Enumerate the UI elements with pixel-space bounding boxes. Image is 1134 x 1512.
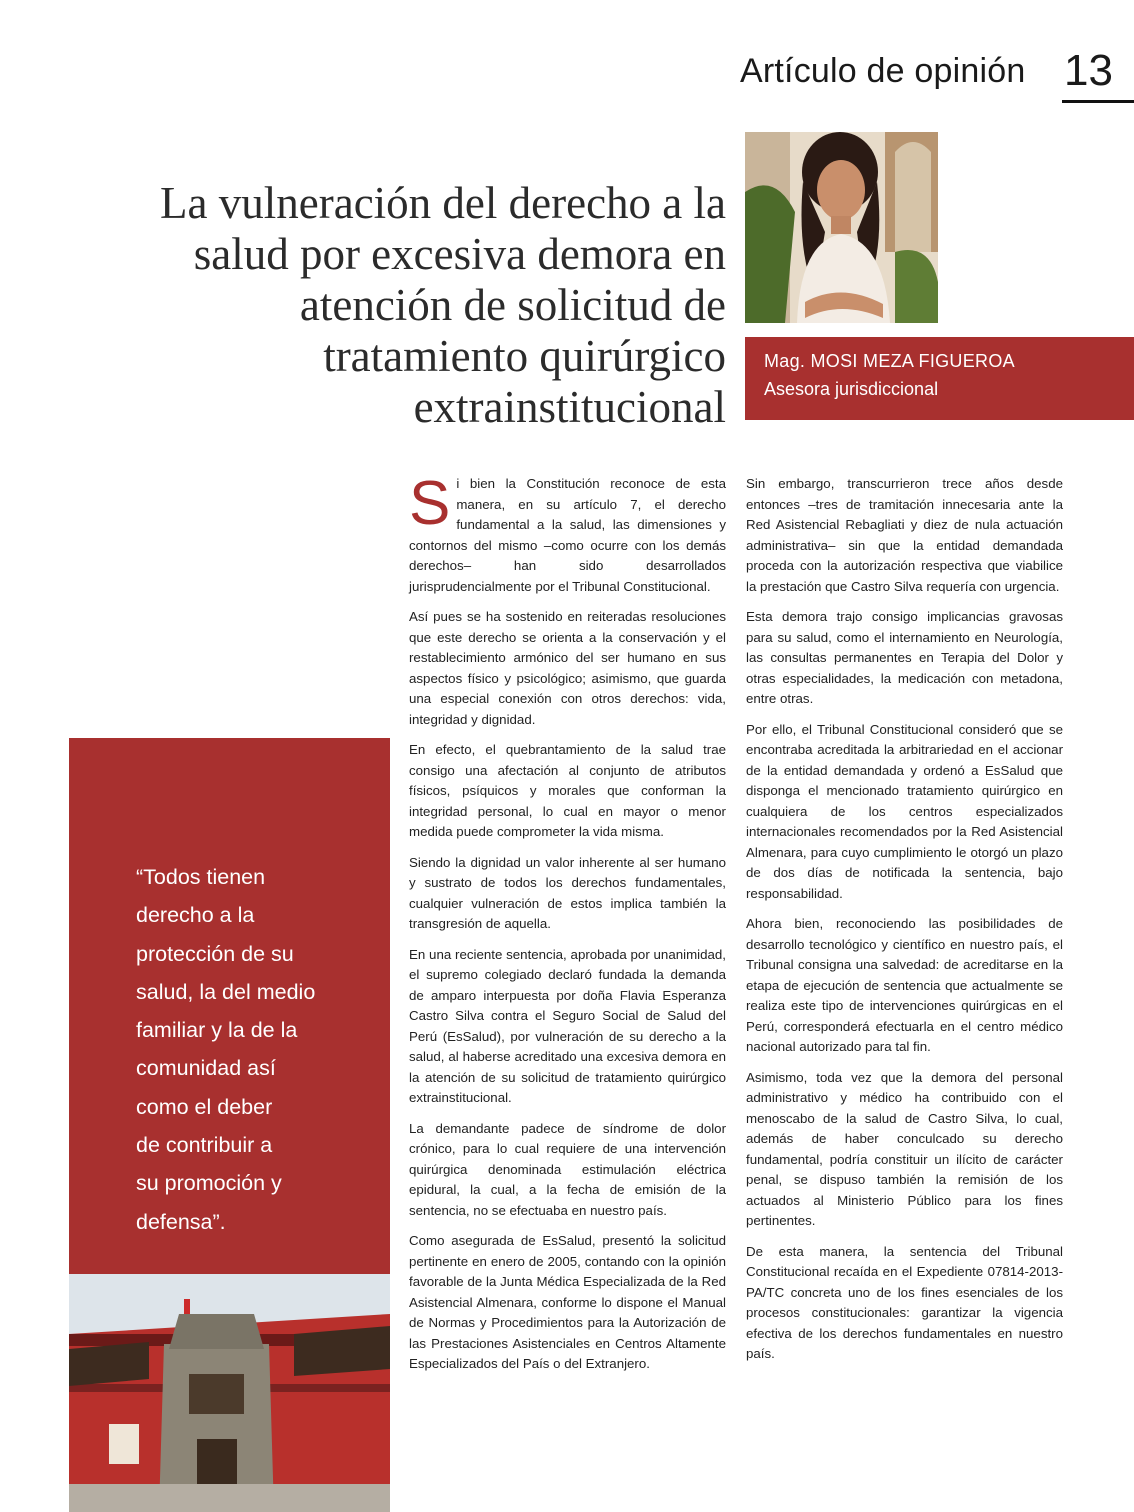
paragraph: Asimismo, toda vez que la demora del personal administrativo y médico ha contribuido con el menoscabo de la salud de Castro Silva, lo cual, además de haber conculcado su derecho fundamental, podría constituir un ilícito de carácter penal, se dispuso también la remisión de los actuados al Ministerio Público para los fines pertinentes. xyxy=(746,1069,1063,1228)
paragraph xyxy=(409,469,726,597)
author-name: Mag. MOSI MEZA FIGUEROA xyxy=(764,351,1015,371)
author-role: Asesora jurisdiccional xyxy=(764,379,939,399)
paragraph: Como asegurada de EsSalud, presentó la solicitud pertinente en enero de 2005, contando con la opinión favorable de la Junta Médica Especializada de la Red Asistencial Almenara, conforme lo dispone el Manual de Normas y Procedimientos para la Autorización de las Prestaciones Asistenciales en Centros Altamente Especializados del País o del Extranjero. xyxy=(409,1233,726,1371)
paragraph: Por ello, el Tribunal Constitucional consideró que se encontraba acreditada la arbitrariedad en el accionar de la entidad demandada y ordenó a EsSalud que disponga el mencionado tratamiento quirúrgico en cualquiera de los centros especializados internacionales recomendados por la Red Asistencial Almenara, para cuyo cumplimiento le otorgó un plazo de dos días de notificada la sentencia, bajo responsabilidad. xyxy=(746,721,1063,901)
paragraph: De esta manera, la sentencia del Tribunal Constitucional recaída en el Expediente 07814-2013-PA/TC concreta uno de los fines esenciales de los procesos constitucionales: garantizar la vigencia efectiva de los derechos fundamentales en nuestro país. xyxy=(746,1243,1063,1361)
page-number: 13 xyxy=(1064,46,1113,95)
paragraph: Esta demora trajo consigo implicancias gravosas para su salud, como el internamiento en Neurología, las consultas permanentes en Terapia del Dolor y otras especialidades, la medicación con metadona, entre otras. xyxy=(746,609,1063,706)
author-photo xyxy=(745,132,938,323)
paragraph: Siendo la dignidad un valor inherente al ser humano y sustrato de todos los derechos fundamentales, cualquier vulneración de estos implica también la transgresión de aquella. xyxy=(409,854,726,931)
article-column-2 xyxy=(746,474,1063,1375)
pull-quote-box xyxy=(69,738,390,1274)
section-title: Artículo de opinión xyxy=(740,52,1026,90)
paragraph-text: i bien la Constitución reconoce de esta manera, en su artículo 7, el derecho fundamental a la salud, las dimensiones y contornos del mismo –como ocurre con los demás derechos– han sido desarrollados jurisprudencialmente por el Tribunal Constitucional. xyxy=(409,476,726,594)
article-column-1 xyxy=(409,469,726,1385)
paragraph: Ahora bien, reconociendo las posibilidades de desarrollo tecnológico y científico en nuestro país, el Tribunal consigna una salvedad: de acreditarse en la etapa de ejecución de sentencia que actualmente se realiza este tipo de intervenciones quirúrgicas en el Perú, corresponderá efectuarla en el centro médico nacional autorizado para tal fin. xyxy=(746,916,1063,1054)
paragraph: En una reciente sentencia, aprobada por unanimidad, el supremo colegiado declaró fundada la demanda de amparo interpuesta por doña Flavia Esperanza Castro Silva contra el Seguro Social de Salud del Perú (EsSalud), por vulneración de su derecho a la salud, al haberse acreditado una excesiva demora en la atención de su solicitud de tratamiento quirúrgico extrainstitucional. xyxy=(409,946,726,1105)
paragraph: Sin embargo, transcurrieron trece años desde entonces –tres de tramitación innecesaria ante la Red Asistencial Rebagliati y diez de nula actuación administrativa– sin que la entidad demandada proceda con la autorización respectiva que viabilice la prestación que Castro Silva requería con urgencia. xyxy=(746,476,1063,594)
drop-cap: S xyxy=(409,469,451,538)
pull-quote: “Todos tienen derecho a la protección de su salud, la del medio familiar y la de la comunidad así como el deber de contribuir a su promoción y defensa”. xyxy=(136,865,316,1234)
article-title: La vulneración del derecho a la salud por excesiva demora en atención de solicitud de tratamiento quirúrgico extrainstitucional xyxy=(160,178,726,432)
author-box xyxy=(745,337,1134,420)
building-photo xyxy=(69,1274,390,1512)
paragraph: La demandante padece de síndrome de dolor crónico, para lo cual requiere de una intervención quirúrgica denominada estimulación eléctrica epidural, la cual, a la fecha de emisión de la sentencia, no se efectuaba en nuestro país. xyxy=(409,1120,726,1218)
paragraph: Así pues se ha sostenido en reiteradas resoluciones que este derecho se orienta a la conservación y el restablecimiento armónico del ser humano en sus aspectos físico y psicológico; asimismo, que guarda una especial conexión con otros derechos: vida, integridad y dignidad. xyxy=(409,609,726,727)
paragraph: En efecto, el quebrantamiento de la salud trae consigo una afectación al conjunto de atributos físicos, psíquicos y morales que conforman la integridad personal, lo cual en mayor o menor medida puede comprometer la vida misma. xyxy=(409,742,726,839)
header-rule xyxy=(1062,100,1134,103)
